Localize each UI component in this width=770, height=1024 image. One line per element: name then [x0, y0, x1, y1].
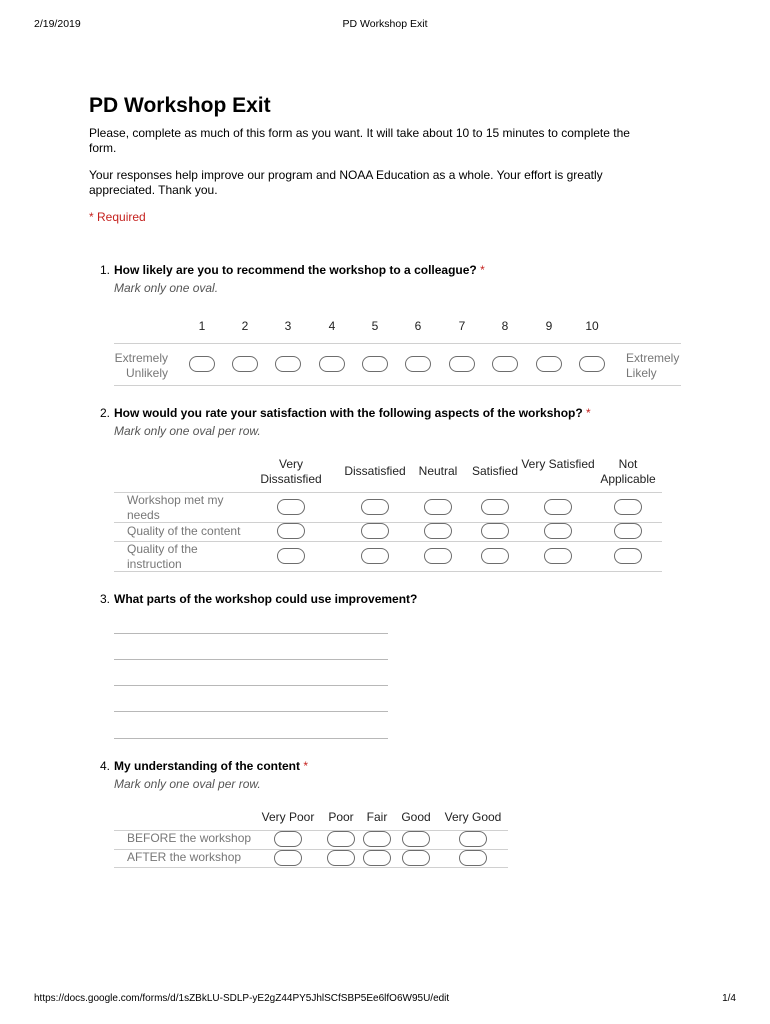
scale-label: 1: [198, 319, 206, 333]
grid-oval[interactable]: [274, 850, 302, 866]
grid-oval[interactable]: [361, 548, 389, 564]
grid-oval[interactable]: [277, 499, 305, 515]
grid-row-label: Quality of the instruction: [127, 542, 198, 571]
question-1-number: 1.: [99, 263, 110, 277]
scale-label: 8: [501, 319, 509, 333]
divider: [114, 385, 681, 386]
divider: [114, 343, 681, 344]
grid-row-label: AFTER the workshop: [127, 850, 242, 864]
question-4-number: 4.: [99, 759, 110, 773]
divider: [114, 867, 508, 868]
grid-oval[interactable]: [402, 850, 430, 866]
grid-oval[interactable]: [459, 850, 487, 866]
grid-oval[interactable]: [424, 499, 452, 515]
grid-oval[interactable]: [424, 523, 452, 539]
scale-oval-9[interactable]: [536, 356, 562, 372]
scale-oval-7[interactable]: [449, 356, 475, 372]
grid-oval[interactable]: [544, 499, 572, 515]
grid-oval[interactable]: [327, 831, 355, 847]
grid-row-label: Quality of the content: [127, 524, 241, 538]
grid-oval[interactable]: [481, 499, 509, 515]
scale-high-label: Extremely Likely: [626, 351, 680, 380]
required-note: * Required: [89, 210, 146, 224]
grid-column-header: Poor: [328, 810, 354, 824]
scale-label: 7: [458, 319, 466, 333]
scale-label: 2: [241, 319, 249, 333]
grid-oval[interactable]: [327, 850, 355, 866]
print-date: 2/19/2019: [34, 18, 81, 30]
scale-oval-8[interactable]: [492, 356, 518, 372]
scale-oval-10[interactable]: [579, 356, 605, 372]
grid-column-header: Fair: [366, 810, 388, 824]
scale-oval-3[interactable]: [275, 356, 301, 372]
scale-oval-2[interactable]: [232, 356, 258, 372]
grid-column-header: Very Good: [444, 810, 502, 824]
scale-oval-1[interactable]: [189, 356, 215, 372]
grid-oval[interactable]: [614, 548, 642, 564]
question-3-number: 3.: [99, 592, 110, 606]
question-1-title: [99, 263, 485, 277]
scale-label: 6: [414, 319, 422, 333]
print-title: PD Workshop Exit: [342, 18, 428, 30]
grid-row-label: Workshop met my needs: [127, 493, 224, 522]
grid-oval[interactable]: [363, 831, 391, 847]
answer-line[interactable]: [114, 711, 388, 712]
grid-column-header: Very Satisfied: [521, 457, 595, 471]
grid-oval[interactable]: [481, 523, 509, 539]
grid-column-header: Very Dissatisfied: [260, 457, 322, 486]
question-3-title: [99, 592, 418, 606]
answer-line[interactable]: [114, 633, 388, 634]
required-star: *: [303, 759, 309, 773]
grid-oval[interactable]: [363, 850, 391, 866]
required-star: *: [586, 406, 591, 420]
question-2-number: 2.: [99, 406, 110, 420]
grid-oval[interactable]: [361, 499, 389, 515]
divider: [114, 522, 662, 523]
answer-line[interactable]: [114, 738, 388, 739]
grid-column-header: Not Applicable: [600, 457, 656, 486]
question-1-hint: Mark only one oval.: [114, 281, 219, 295]
required-star: *: [480, 263, 485, 277]
grid-oval[interactable]: [402, 831, 430, 847]
grid-column-header: Good: [401, 810, 431, 824]
question-2-hint: Mark only one oval per row.: [114, 424, 261, 438]
form-intro-2: Your responses help improve our program and NOAA Education as a whole. Your effort is greatly appreciated. Thank you.: [89, 168, 603, 197]
question-4-title: [99, 759, 309, 773]
answer-line[interactable]: [114, 685, 388, 686]
grid-column-header: Very Poor: [261, 810, 315, 824]
scale-label: 5: [371, 319, 379, 333]
form-intro-1: Please, complete as much of this form as you want. It will take about 10 to 15 minutes to complete the form.: [89, 126, 630, 155]
question-2-text: How would you rate your satisfaction with the following aspects of the workshop?: [114, 406, 583, 420]
grid-oval[interactable]: [544, 523, 572, 539]
scale-oval-5[interactable]: [362, 356, 388, 372]
grid-oval[interactable]: [481, 548, 509, 564]
scale-label: 4: [328, 319, 336, 333]
scale-oval-4[interactable]: [319, 356, 345, 372]
grid-oval[interactable]: [277, 523, 305, 539]
grid-column-header: Satisfied: [471, 464, 519, 478]
scale-label: 10: [585, 319, 599, 333]
grid-oval[interactable]: [277, 548, 305, 564]
scale-oval-6[interactable]: [405, 356, 431, 372]
scale-label: 3: [284, 319, 292, 333]
answer-line[interactable]: [114, 659, 388, 660]
grid-oval[interactable]: [614, 499, 642, 515]
scale-label: 9: [545, 319, 553, 333]
question-1-text: How likely are you to recommend the workshop to a colleague?: [114, 263, 477, 277]
question-4-text: My understanding of the content: [114, 759, 300, 773]
grid-oval[interactable]: [361, 523, 389, 539]
divider: [114, 571, 662, 572]
grid-oval[interactable]: [544, 548, 572, 564]
question-3-text: What parts of the workshop could use improvement?: [114, 592, 418, 606]
grid-column-header: Dissatisfied: [344, 464, 406, 478]
grid-column-header: Neutral: [418, 464, 458, 478]
grid-oval[interactable]: [459, 831, 487, 847]
question-4-hint: Mark only one oval per row.: [114, 777, 261, 791]
scale-low-label: Extremely Unlikely: [114, 351, 168, 380]
print-page-number: 1/4: [722, 993, 736, 1004]
form-title: PD Workshop Exit: [89, 94, 271, 117]
grid-oval[interactable]: [274, 831, 302, 847]
grid-oval[interactable]: [614, 523, 642, 539]
grid-oval[interactable]: [424, 548, 452, 564]
grid-row-label: BEFORE the workshop: [127, 831, 252, 845]
print-url: https://docs.google.com/forms/d/1sZBkLU-SDLP-yE2gZ44PY5JhlSCfSBP5Ee6lfO6W95U/edit: [34, 993, 450, 1004]
question-2-title: [99, 406, 591, 420]
